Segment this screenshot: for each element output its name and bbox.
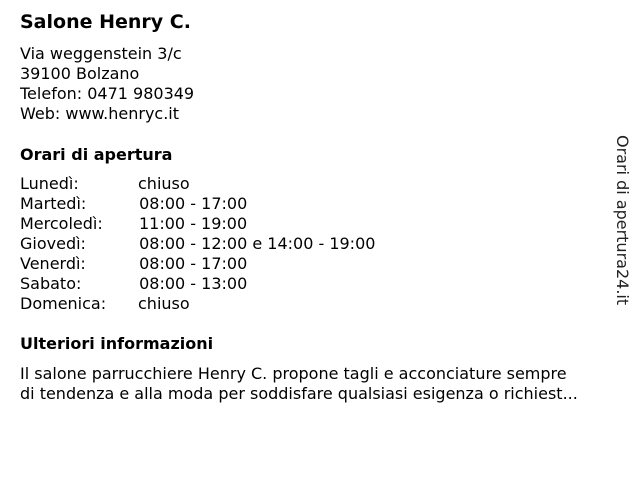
- hours-value: chiuso: [138, 294, 190, 313]
- hours-value: 11:00 - 19:00: [139, 214, 248, 233]
- day-label: Venerdì:: [20, 254, 86, 273]
- site-brand-vertical: Orari di apertura24.it: [613, 135, 632, 306]
- day-label: Domenica:: [20, 294, 107, 313]
- address-city: 39100 Bolzano: [20, 64, 140, 83]
- day-label: Lunedì:: [20, 174, 79, 193]
- hours-value: 08:00 - 13:00: [134, 274, 248, 293]
- salon-name: Salone Henry C.: [20, 11, 191, 33]
- hours-value: chiuso: [138, 174, 190, 193]
- description-line: Il salone parrucchiere Henry C. propone tagli e acconciature sempre: [20, 364, 567, 383]
- day-label: Sabato:: [20, 274, 82, 293]
- day-label: Mercoledì:: [20, 214, 103, 233]
- salon-address-block: [20, 44, 194, 124]
- salon-description: [20, 364, 630, 404]
- day-label: Martedì:: [20, 194, 87, 213]
- day-label: Giovedì:: [20, 234, 86, 253]
- phone-number: Telefon: 0471 980349: [20, 84, 195, 103]
- more-info-heading: Ulteriori informazioni: [20, 334, 214, 353]
- hours-value: 08:00 - 17:00: [134, 254, 248, 273]
- hours-value: 08:00 - 17:00: [134, 194, 248, 213]
- website-link[interactable]: Web: www.henryc.it: [20, 104, 180, 123]
- address-street: Via weggenstein 3/c: [20, 44, 182, 63]
- description-line: di tendenza e alla moda per soddisfare qualsiasi esigenza o richiest...: [20, 384, 578, 403]
- opening-hours-heading: Orari di apertura: [20, 145, 173, 164]
- hours-value: 08:00 - 12:00 e 14:00 - 19:00: [134, 234, 376, 253]
